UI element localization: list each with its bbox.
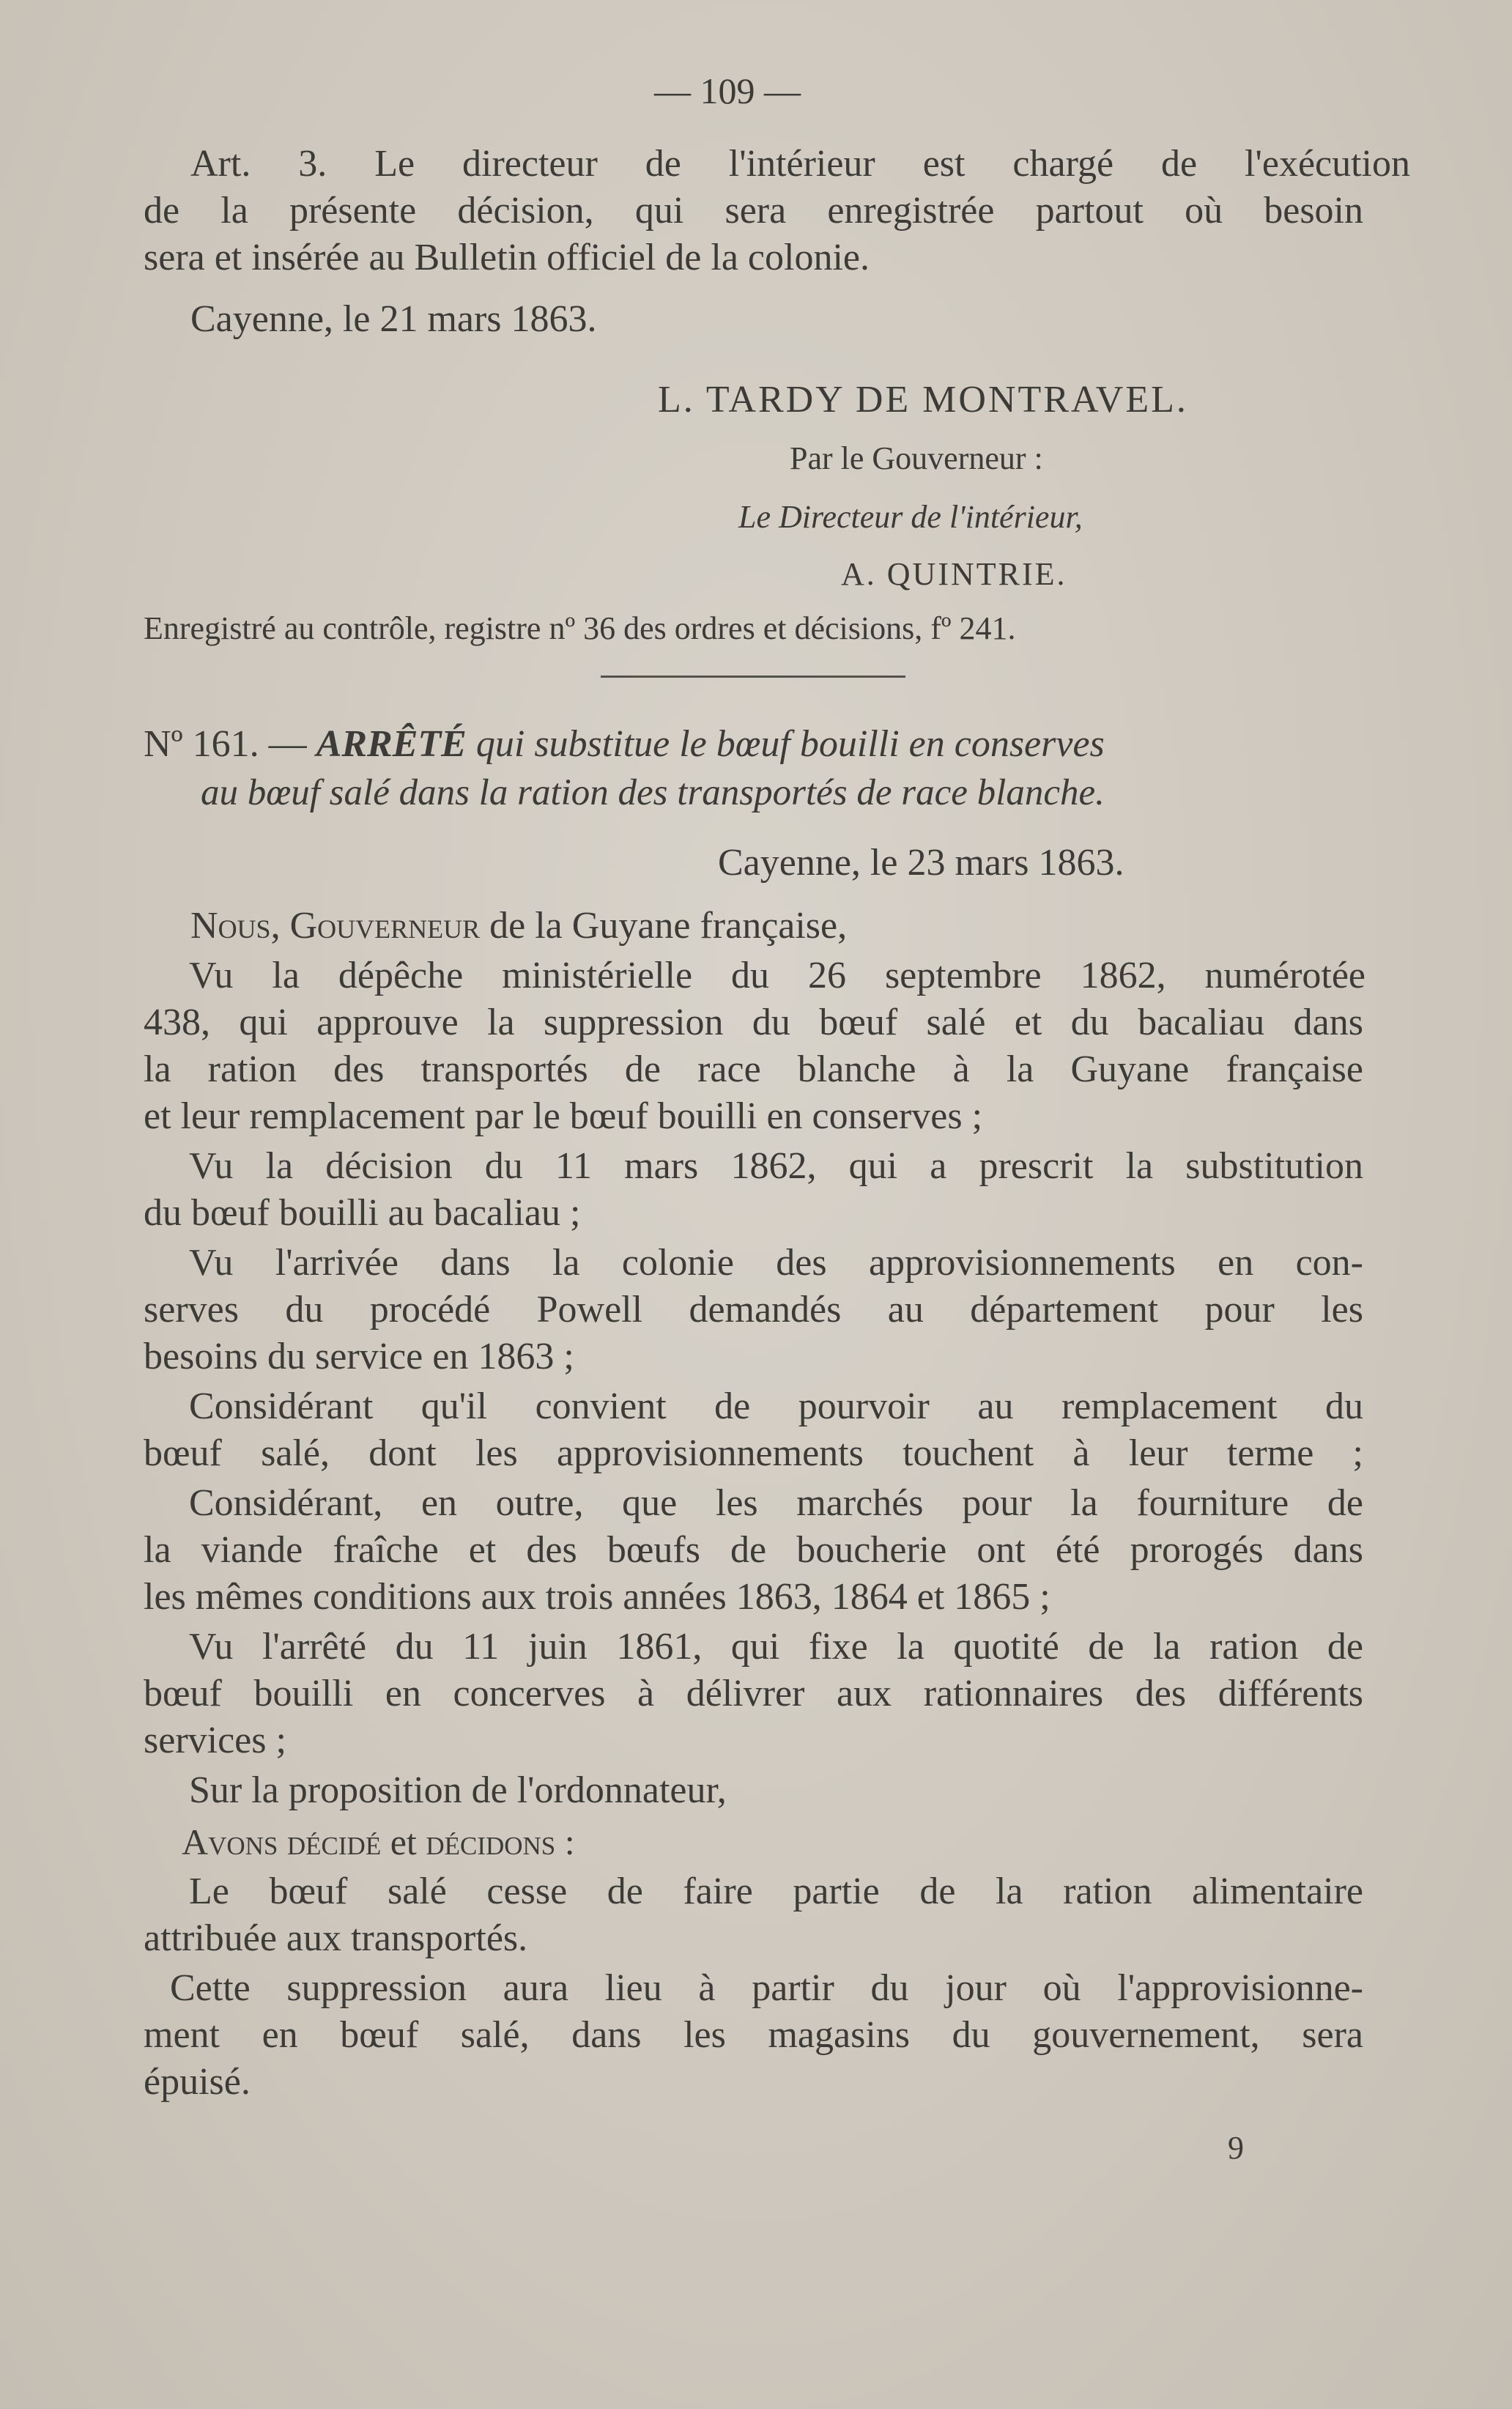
opening-we: ous, [218, 905, 281, 947]
decree-title-bold: ARRÊTÉ [316, 723, 467, 765]
body-line-18: Sur la proposition de l'ordonnateur, [189, 1769, 727, 1811]
decided-word: vons décidé [208, 1821, 382, 1862]
body-line-7: Vu l'arrivée dans la colonie des approvisionnements en con- [189, 1242, 1363, 1284]
opening-gov-initial: G [289, 905, 318, 947]
body-line-2: 438, qui approuve la suppression du bœuf salé et du bacaliau dans [144, 1002, 1363, 1043]
article3-line-2: de la présente décision, qui sera enregistrée partout où besoin [144, 190, 1363, 232]
decision-line-5: épuisé. [144, 2061, 251, 2103]
body-line-5: Vu la décision du 11 mars 1862, qui a prescrit la substitution [189, 1145, 1363, 1187]
decision-line-4: ment en bœuf salé, dans les magasins du gouvernement, sera [144, 2014, 1363, 2056]
opening-tail: de la Guyane française, [489, 905, 848, 947]
decree-number: Nº 161. — [144, 723, 307, 765]
decree-date: Cayenne, le 23 mars 1863. [718, 842, 1124, 884]
opening-initial: N [190, 905, 218, 947]
signature-role: Le Directeur de l'intérieur, [738, 499, 1083, 535]
decided-initial: A [182, 1821, 209, 1862]
body-line-9: besoins du service en 1863 ; [144, 1336, 574, 1377]
body-line-14: les mêmes conditions aux trois années 1863, 1864 et 1865 ; [144, 1576, 1050, 1618]
decision-line-2: attribuée aux transportés. [144, 1917, 528, 1959]
body-line-6: du bœuf bouilli au bacaliau ; [144, 1192, 581, 1234]
signature-name: L. TARDY DE MONTRAVEL. [658, 379, 1188, 421]
article3-line-1: Art. 3. Le directeur de l'intérieur est chargé de l'exécution [190, 143, 1410, 185]
body-line-12: Considérant, en outre, que les marchés pour la fourniture de [189, 1482, 1363, 1524]
body-line-4: et leur remplacement par le bœuf bouilli en conserves ; [144, 1095, 983, 1137]
article3-date: Cayenne, le 21 mars 1863. [190, 298, 597, 340]
body-line-10: Considérant qu'il convient de pourvoir au remplacement du [189, 1385, 1363, 1427]
decided-tail: décidons : [426, 1821, 575, 1862]
decree-title-line-2: au bœuf salé dans la ration des transportés de race blanche. [201, 772, 1105, 813]
page-number: — 109 — [654, 70, 801, 111]
decree-title-line-1 [144, 721, 1105, 768]
article3-line-3: sera et insérée au Bulletin officiel de la colonie. [144, 237, 870, 278]
body-line-13: la viande fraîche et des bœufs de boucherie ont été prorogés dans [144, 1529, 1363, 1571]
signature-signer: A. QUINTRIE. [841, 556, 1067, 592]
decided-heading [182, 1818, 575, 1865]
body-line-11: bœuf salé, dont les approvisionnements touchent à leur terme ; [144, 1432, 1363, 1474]
signature-mark: 9 [1228, 2130, 1244, 2166]
body-line-1: Vu la dépêche ministérielle du 26 septembre 1862, numérotée [189, 955, 1365, 996]
opening-governor: ouverneur [317, 905, 481, 947]
body-line-15: Vu l'arrêté du 11 juin 1861, qui fixe la quotité de la ration de [189, 1626, 1363, 1668]
signature-by: Par le Gouverneur : [790, 440, 1043, 476]
decision-line-3: Cette suppression aura lieu à partir du jour où l'approvisionne- [170, 1967, 1363, 2009]
decided-et: et [390, 1821, 417, 1862]
decree-title-rest: qui substitue le bœuf bouilli en conserves [475, 723, 1105, 765]
body-line-17: services ; [144, 1720, 286, 1761]
body-line-3: la ration des transportés de race blanche à la Guyane française [144, 1048, 1363, 1090]
decision-line-1: Le bœuf salé cesse de faire partie de la ration alimentaire [189, 1870, 1363, 1912]
body-line-8: serves du procédé Powell demandés au département pour les [144, 1289, 1363, 1331]
body-line-16: bœuf bouilli en concerves à délivrer aux rationnaires des différents [144, 1673, 1363, 1714]
registration-note: Enregistré au contrôle, registre nº 36 des ordres et décisions, fº 241. [144, 610, 1016, 646]
decree-opening [190, 903, 847, 950]
section-divider [601, 676, 905, 678]
